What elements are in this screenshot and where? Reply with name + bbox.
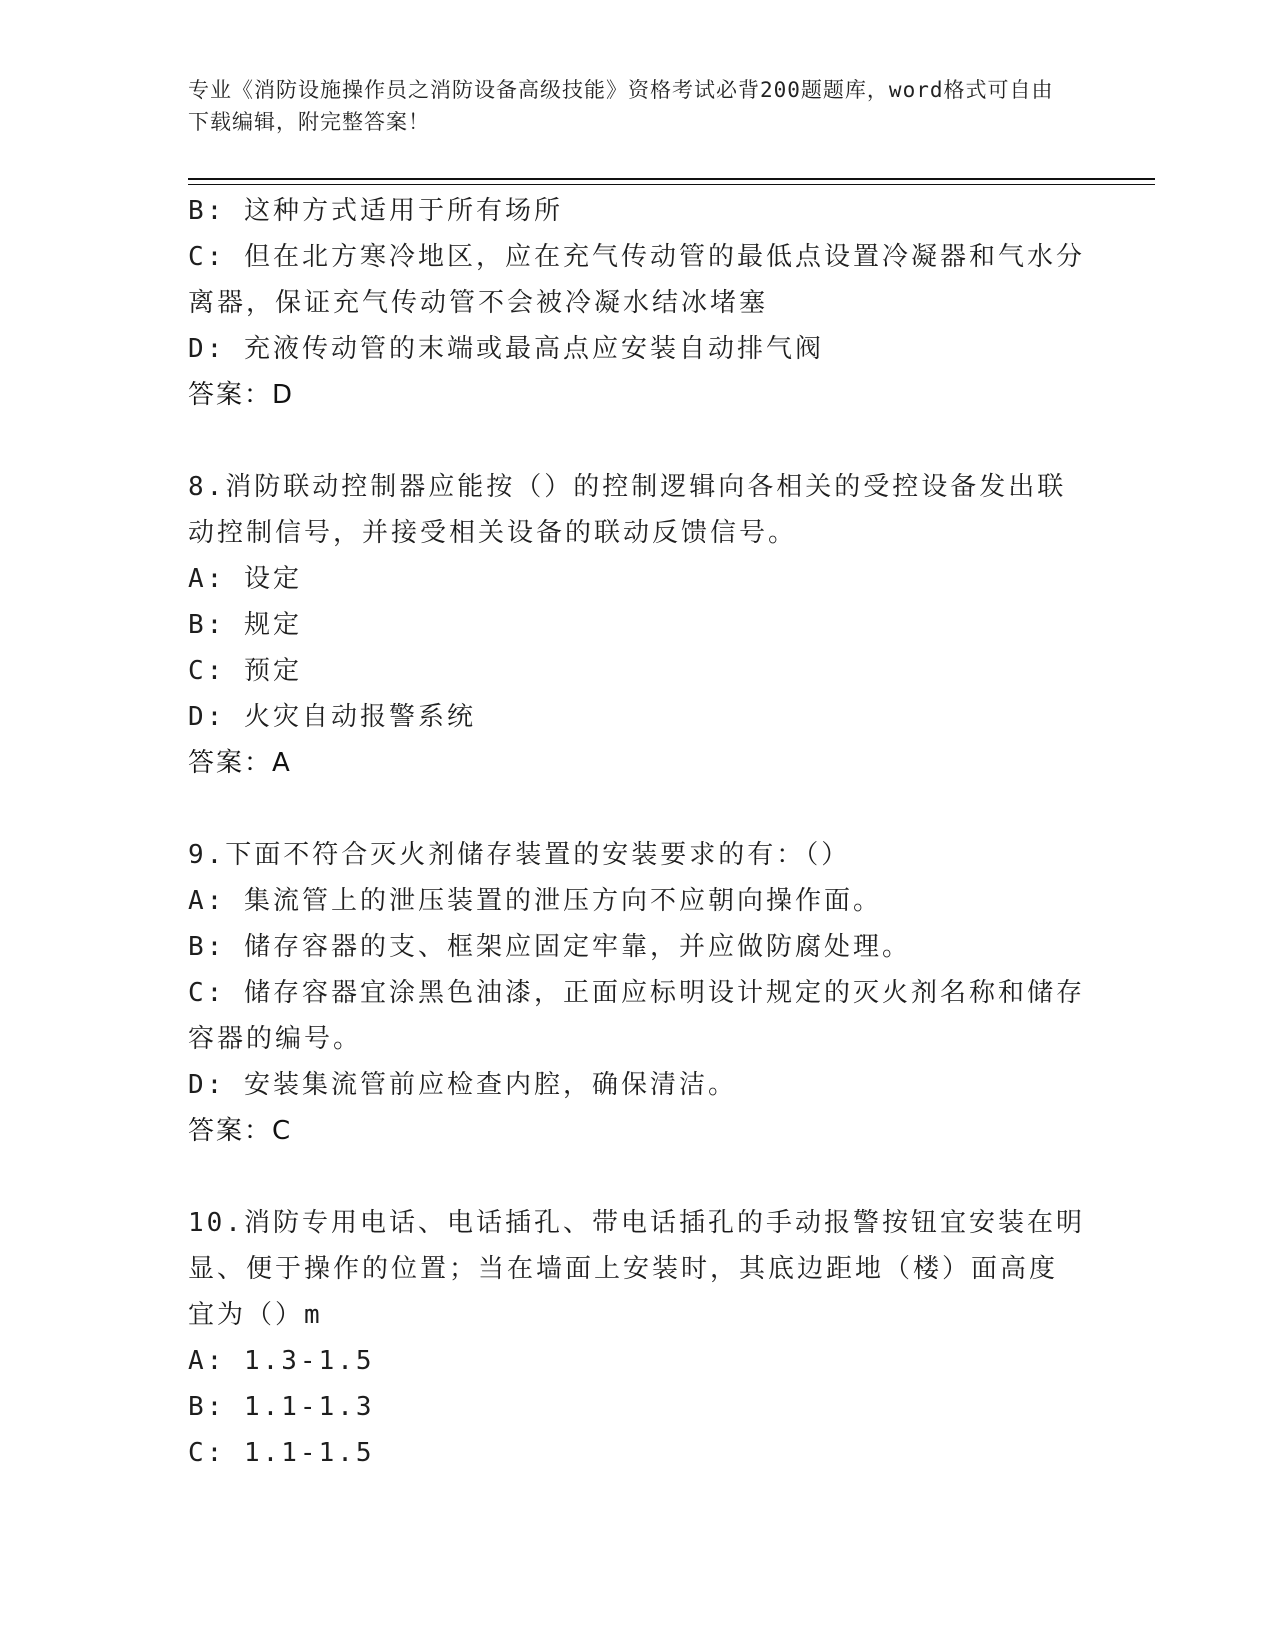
- answer-label: 答案：C: [188, 1116, 293, 1146]
- answer-label: 答案：D: [188, 380, 295, 410]
- header-divider-thin: [188, 184, 1155, 185]
- question-9: [188, 832, 1088, 1154]
- option-c-continued: 容器的编号。: [188, 1024, 363, 1054]
- question-content: [188, 188, 1088, 1476]
- option-c: C: 1.1-1.5: [188, 1438, 375, 1468]
- question-7-continued: [188, 188, 1088, 418]
- question-stem: 8.消防联动控制器应能按（）的控制逻辑向各相关的受控设备发出联: [188, 472, 1067, 502]
- spacer: [188, 1154, 1088, 1200]
- option-b: B: 这种方式适用于所有场所: [188, 196, 563, 226]
- option-a: A: 集流管上的泄压装置的泄压方向不应朝向操作面。: [188, 886, 882, 916]
- option-c-continued: 离器，保证充气传动管不会被冷凝水结冰堵塞: [188, 288, 769, 318]
- option-d: D: 安装集流管前应检查内腔，确保清洁。: [188, 1070, 737, 1100]
- header-divider-thick: [188, 178, 1155, 180]
- question-stem-continued: 动控制信号，并接受相关设备的联动反馈信号。: [188, 518, 798, 548]
- question-stem: 10.消防专用电话、电话插孔、带电话插孔的手动报警按钮宜安装在明: [188, 1208, 1085, 1238]
- option-c: C: 预定: [188, 656, 302, 686]
- question-stem: 9.下面不符合灭火剂储存装置的安装要求的有：（）: [188, 840, 851, 870]
- question-8: [188, 464, 1088, 786]
- question-stem-continued: 宜为（）m: [188, 1300, 323, 1330]
- question-10: [188, 1200, 1088, 1476]
- option-d: D: 火灾自动报警系统: [188, 702, 476, 732]
- option-c: C: 但在北方寒冷地区，应在充气传动管的最低点设置冷凝器和气水分: [188, 242, 1085, 272]
- answer-label: 答案：A: [188, 748, 292, 778]
- option-b: B: 1.1-1.3: [188, 1392, 375, 1422]
- option-c: C: 储存容器宜涂黑色油漆，正面应标明设计规定的灭火剂名称和储存: [188, 978, 1085, 1008]
- option-a: A: 设定: [188, 564, 302, 594]
- spacer: [188, 786, 1088, 832]
- document-header: 专业《消防设施操作员之消防设备高级技能》资格考试必背200题题库，word格式可自由下载编辑，附完整答案！: [188, 78, 1054, 134]
- option-d: D: 充液传动管的末端或最高点应安装自动排气阀: [188, 334, 824, 364]
- spacer: [188, 418, 1088, 464]
- option-a: A: 1.3-1.5: [188, 1346, 375, 1376]
- option-b: B: 储存容器的支、框架应固定牢靠，并应做防腐处理。: [188, 932, 911, 962]
- option-b: B: 规定: [188, 610, 302, 640]
- question-stem-continued: 显、便于操作的位置；当在墙面上安装时，其底边距地（楼）面高度: [188, 1254, 1059, 1284]
